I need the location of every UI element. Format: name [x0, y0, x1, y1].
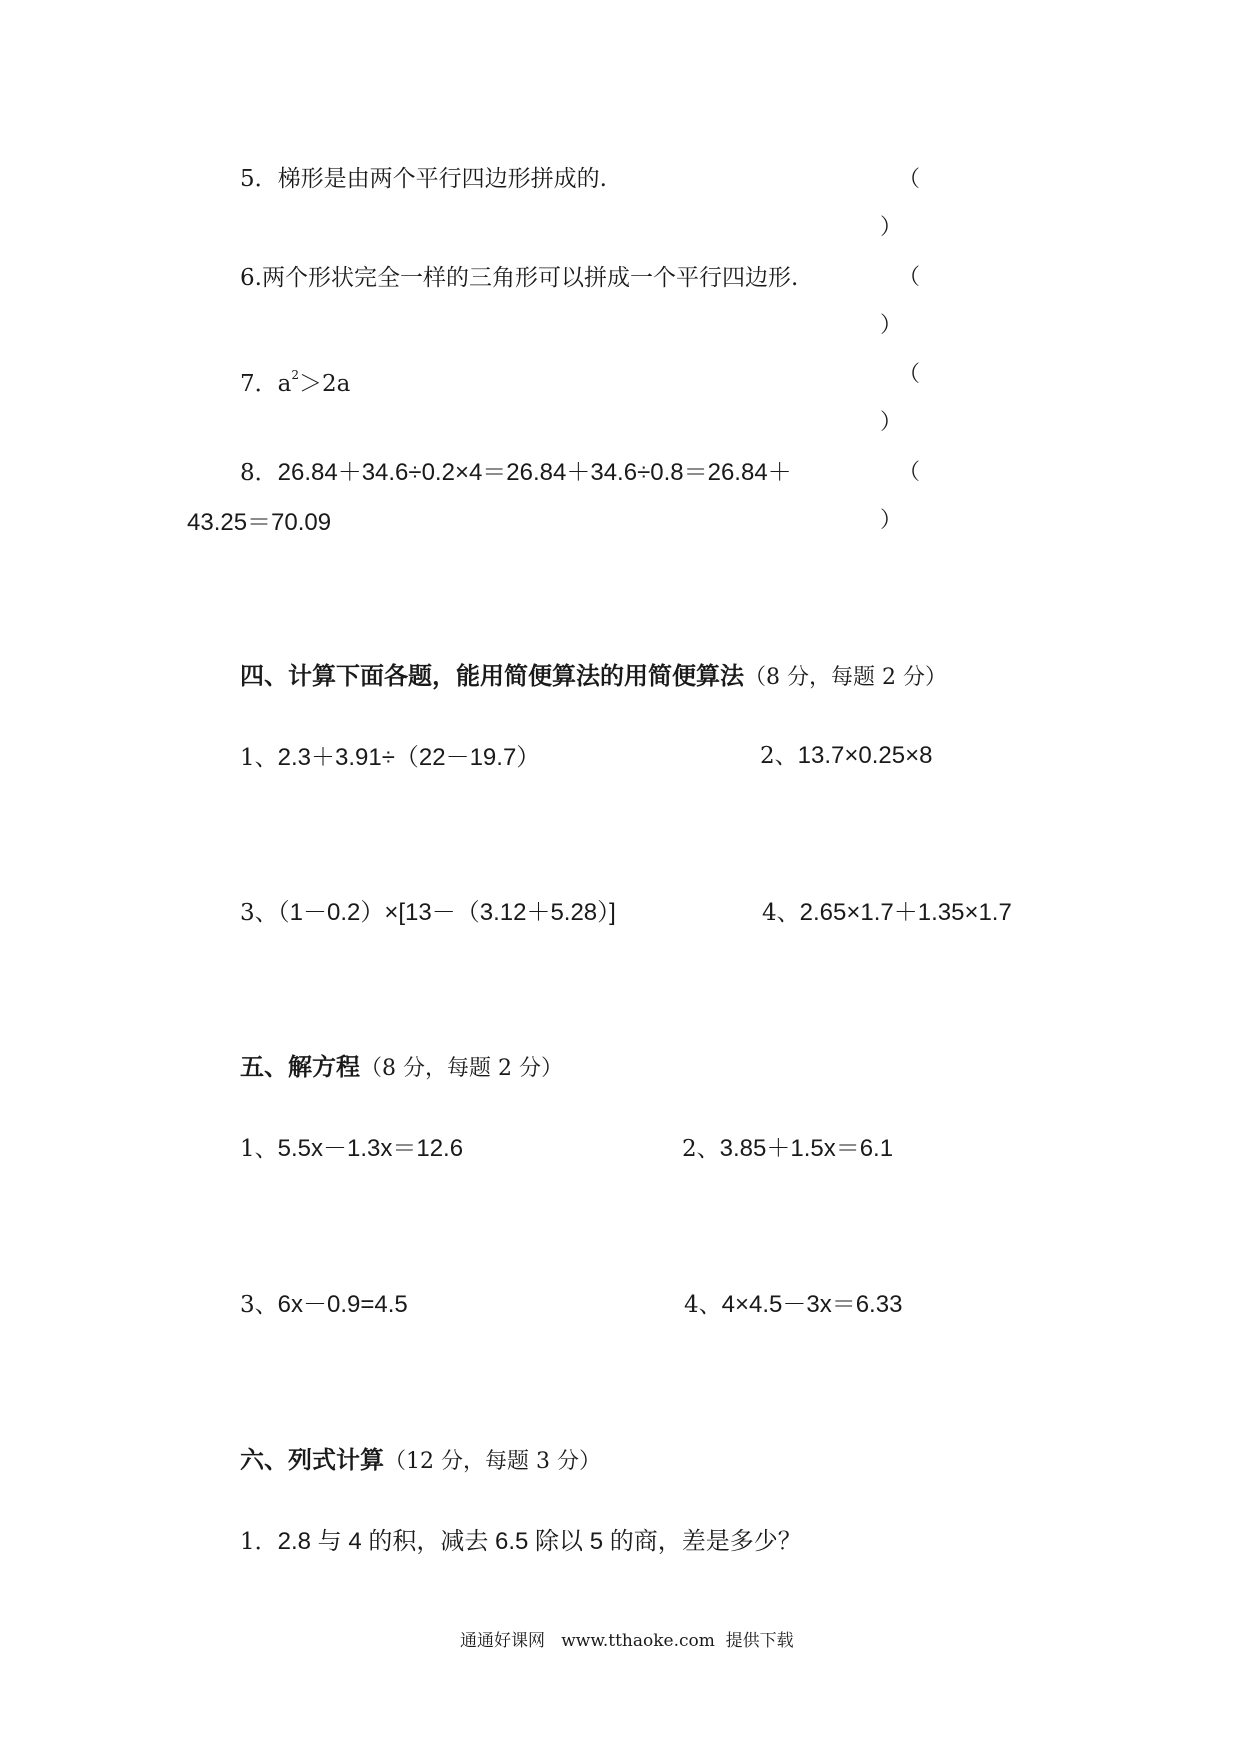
problem-number: 1． [240, 1529, 278, 1555]
problem-expr: 2.8 与 4 的积，减去 6.5 除以 5 的商，差是多少？ [277, 1528, 802, 1555]
problem-number: 3、 [240, 900, 278, 926]
calc-problem-3 [240, 892, 616, 927]
power-exponent: 2 [291, 368, 299, 382]
item-number: 8． [240, 460, 278, 486]
problem-expr: 3.85＋1.5x＝6.1 [719, 1135, 894, 1162]
close-paren-8: ） [880, 508, 903, 533]
open-paren-6: （ [898, 265, 921, 290]
calc-problem-1 [240, 737, 540, 772]
open-paren-8: （ [898, 460, 921, 485]
problem-expr: 2.3＋3.91÷（22－19.7） [277, 744, 541, 771]
close-paren-7: ） [880, 410, 903, 435]
section-6-heading [240, 1440, 601, 1475]
problem-expr: 4×4.5－3x＝6.33 [721, 1291, 903, 1318]
page-footer: 通通好课网 www.tthaoke.com 提供下载 [460, 1631, 794, 1651]
section-title: 六、列式计算 [240, 1445, 384, 1474]
open-paren-7: （ [898, 362, 921, 387]
item-text-line1: 26.84＋34.6÷0.2×4＝26.84＋34.6÷0.8＝26.84＋ [277, 459, 792, 486]
judge-item-6 [240, 259, 798, 292]
item-number: 7． [240, 371, 278, 397]
section-4-heading [240, 656, 947, 691]
problem-expr: 6x－0.9=4.5 [277, 1291, 408, 1318]
section-points: （12 分，每题 3 分） [384, 1449, 601, 1474]
section-title: 四、计算下面各题，能用简便算法的用简便算法 [240, 661, 744, 690]
problem-number: 2、 [682, 1136, 720, 1162]
judge-item-7 [240, 365, 350, 398]
problem-expr: 2.65×1.7＋1.35×1.7 [799, 899, 1012, 926]
problem-expr: （1－0.2）×[13－（3.12＋5.28）] [277, 899, 616, 926]
open-paren-5: （ [898, 167, 921, 192]
section-points: （8 分，每题 2 分） [360, 1056, 563, 1081]
judge-item-5 [240, 160, 607, 193]
item-text: ＞2a [299, 371, 351, 397]
equation-problem-4 [684, 1284, 902, 1319]
equation-problem-1 [240, 1128, 463, 1163]
problem-number: 4、 [762, 900, 800, 926]
problem-number: 1、 [240, 1136, 278, 1162]
power-base: a [277, 371, 292, 397]
judge-item-8-line2: 43.25＝70.09 [187, 509, 332, 536]
item-text: 梯形是由两个平行四边形拼成的. [277, 166, 607, 192]
problem-number: 3、 [240, 1292, 278, 1318]
equation-problem-3 [240, 1284, 408, 1319]
section-5-heading [240, 1047, 563, 1082]
close-paren-5: ） [880, 215, 903, 240]
calc-problem-2 [760, 737, 932, 770]
problem-number: 1、 [240, 745, 278, 771]
problem-expr: 13.7×0.25×8 [797, 742, 933, 769]
problem-number: 4、 [684, 1292, 722, 1318]
item-number: 6. [240, 265, 262, 291]
calc-problem-4 [762, 892, 1012, 927]
problem-number: 2、 [760, 743, 798, 769]
problem-expr: 5.5x－1.3x＝12.6 [277, 1135, 464, 1162]
close-paren-6: ） [880, 313, 903, 338]
judge-item-8 [240, 452, 792, 487]
word-problem-1 [240, 1521, 802, 1556]
equation-problem-2 [682, 1128, 893, 1163]
item-number: 5． [240, 166, 278, 192]
section-title: 五、解方程 [240, 1052, 360, 1081]
section-points: （8 分，每题 2 分） [744, 665, 947, 690]
item-text: 两个形状完全一样的三角形可以拼成一个平行四边形. [261, 265, 799, 291]
